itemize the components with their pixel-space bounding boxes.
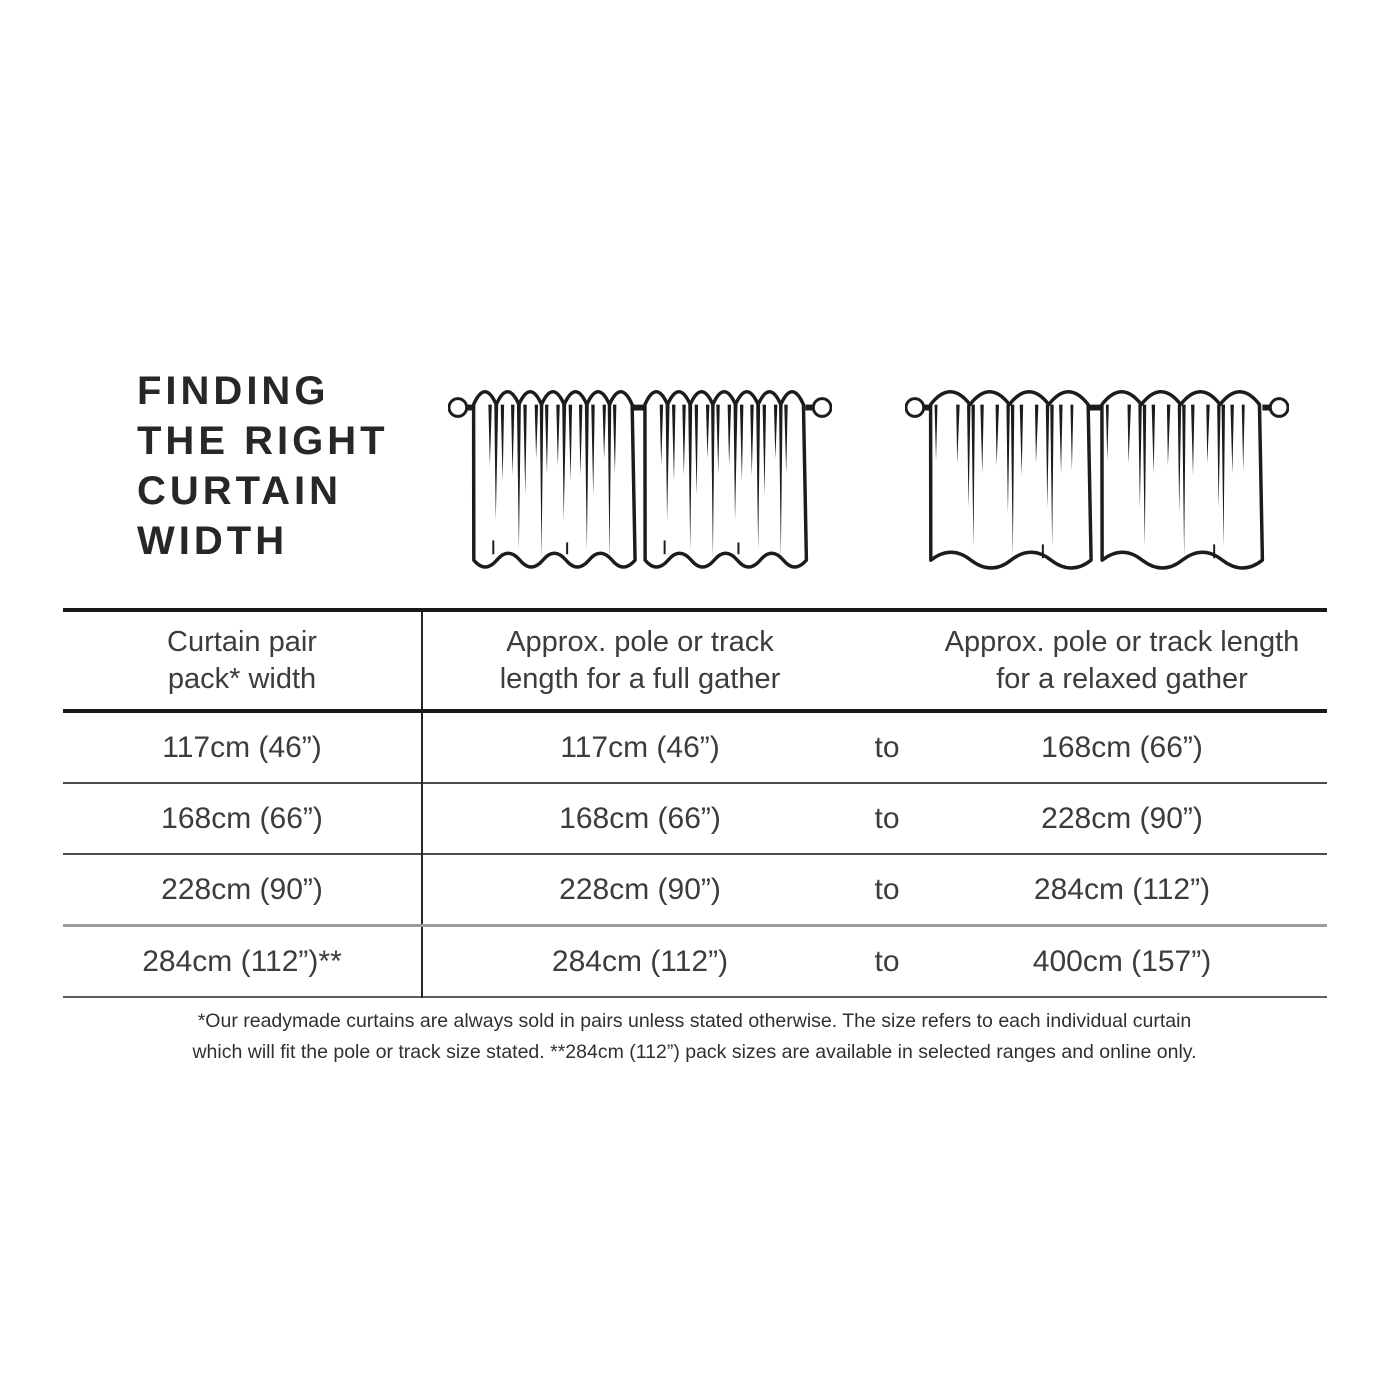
curtain-size-table — [63, 608, 1327, 998]
pole-finial-right — [813, 399, 831, 417]
pack-width-cell: 117cm (46”) — [63, 711, 422, 783]
page-title-line-1: FINDING — [137, 369, 330, 413]
curtain-panel-right — [1102, 392, 1262, 568]
pole-finial-left — [906, 399, 924, 417]
table-header-row — [63, 610, 1327, 711]
to-label: to — [874, 944, 900, 978]
curtain-panel-left — [931, 392, 1091, 568]
to-label: to — [874, 801, 900, 835]
pack-width-cell: 168cm (66”) — [63, 783, 422, 854]
page-title — [137, 366, 389, 566]
full-gather-cell: 168cm (66”) — [559, 801, 721, 835]
relaxed-gather-cell: 228cm (90”) — [1041, 801, 1203, 835]
page-title-line-2: THE RIGHT — [137, 419, 389, 463]
pack-width-cell: 228cm (90”) — [63, 854, 422, 926]
table-row — [63, 854, 1327, 926]
pack-width-cell: 284cm (112”)** — [63, 926, 422, 998]
relaxed-gather-cell: 168cm (66”) — [1041, 730, 1203, 764]
pole-finial-right — [1270, 399, 1288, 417]
curtain-panel-right — [645, 392, 806, 567]
table-row — [63, 926, 1327, 998]
header-full-gather: Approx. pole or track length for a full gather — [499, 625, 781, 695]
full-gather-cell: 284cm (112”) — [551, 944, 729, 978]
curtain-pair-relaxed-gather-icon — [905, 377, 1289, 579]
table-row — [63, 711, 1327, 783]
full-gather-cell: 228cm (90”) — [559, 872, 721, 906]
pole-finial-left — [449, 399, 467, 417]
curtain-pair-full-gather-icon — [448, 377, 832, 579]
to-label: to — [874, 730, 900, 764]
header-relaxed-gather: Approx. pole or track length for a relaxed gather — [944, 625, 1300, 695]
full-gather-cell: 117cm (46”) — [560, 730, 720, 764]
curtain-panel-left — [474, 392, 635, 567]
relaxed-gather-cell: 284cm (112”) — [1033, 872, 1211, 906]
page-title-line-3: CURTAIN — [137, 469, 343, 513]
to-label: to — [874, 872, 900, 906]
page-title-line-4: WIDTH — [137, 519, 289, 563]
header-pack-width: Curtain pair pack* width — [63, 610, 422, 711]
header-spacer — [857, 610, 917, 711]
table-row — [63, 783, 1327, 854]
footnote-line-2: which will fit the pole or track size stated. **284cm (112”) pack sizes are available in selected ranges and online only. — [192, 1041, 1197, 1063]
relaxed-gather-cell: 400cm (157”) — [1032, 944, 1212, 978]
footnote — [0, 1006, 1389, 1068]
footnote-line-1: *Our readymade curtains are always sold in pairs unless stated otherwise. The size refers to each individual curtain — [197, 1010, 1192, 1032]
